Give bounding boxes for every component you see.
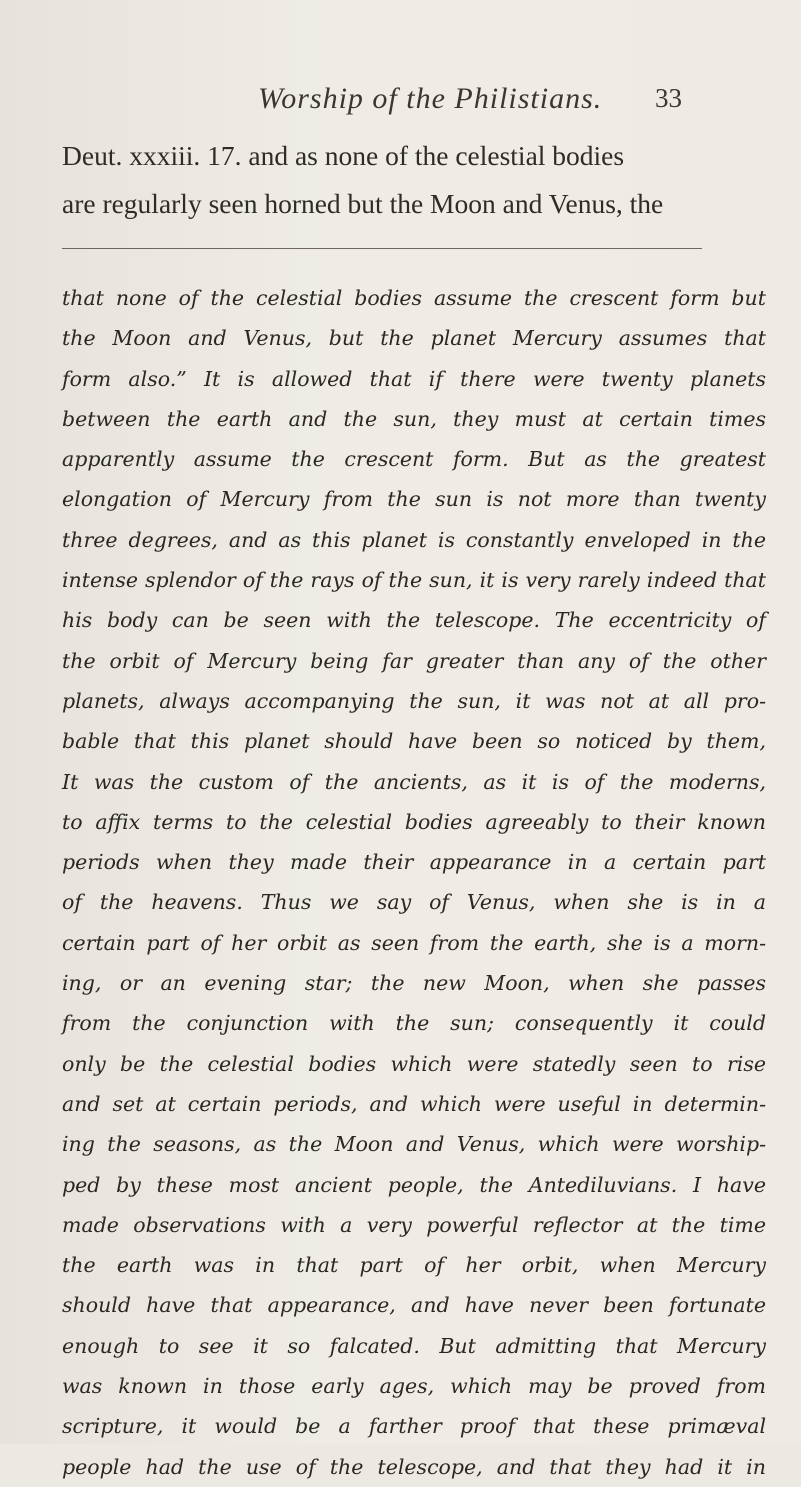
text-line: of the heavens. Thus we say of Venus, when she is in a — [62, 890, 766, 915]
text-line: intense splendor of the rays of the sun, it is very rarely indeed that — [62, 568, 766, 593]
text-line: the earth was in that part of her orbit, when Mercury — [62, 1253, 766, 1278]
text-line: bable that this planet should have been so noticed by them, — [62, 729, 766, 754]
text-line: enough to see it so falcated. But admitting that Mercury — [62, 1333, 766, 1358]
text-line: ing the seasons, as the Moon and Venus, which were worship- — [62, 1132, 766, 1157]
text-line: form also.” It is allowed that if there were twenty planets — [62, 366, 766, 391]
text-line: ped by these most ancient people, the Antediluvians. I have — [62, 1172, 766, 1197]
body-text — [62, 278, 766, 1487]
text-line: the orbit of Mercury being far greater than any of the other — [62, 648, 766, 673]
text-line: between the earth and the sun, they must at certain times — [62, 406, 766, 431]
text-line: should have that appearance, and have never been fortunate — [62, 1293, 766, 1318]
text-line: people had the use of the telescope, and that they had it in — [62, 1454, 766, 1479]
text-line: to affix terms to the celestial bodies agreeably to their known — [62, 809, 766, 834]
text-line: the Moon and Venus, but the planet Mercury assumes that — [62, 326, 766, 351]
text-line: his body can be seen with the telescope. The eccentricity of — [62, 608, 766, 633]
text-line: was known in those early ages, which may be proved from — [62, 1374, 766, 1399]
text-line: and set at certain periods, and which were useful in determin- — [62, 1091, 766, 1116]
footnote-block — [62, 132, 762, 228]
text-line: periods when they made their appearance in a certain part — [62, 850, 766, 875]
running-head — [0, 82, 801, 122]
text-line: apparently assume the crescent form. But as the greatest — [62, 447, 766, 472]
running-title: Worship of the Philistians. — [258, 82, 603, 115]
footnote-rule — [62, 248, 702, 249]
text-line: made observations with a very powerful reflector at the time — [62, 1212, 766, 1237]
text-line: from the conjunction with the sun; consequently it could — [62, 1011, 766, 1036]
text-line: that none of the celestial bodies assume the crescent form but — [62, 286, 766, 310]
text-line: certain part of her orbit as seen from the earth, she is a morn- — [62, 930, 766, 955]
footnote-line: are regularly seen horned but the Moon and Venus, the — [62, 188, 664, 219]
footnote-line: Deut. xxxiii. 17. and as none of the celestial bodies — [62, 140, 625, 171]
text-line: elongation of Mercury from the sun is not more than twenty — [62, 487, 766, 512]
text-line: scripture, it would be a farther proof that these primæval — [62, 1414, 766, 1439]
text-line: only be the celestial bodies which were statedly seen to rise — [62, 1051, 766, 1076]
page-number: 33 — [655, 83, 682, 113]
text-line: three degrees, and as this planet is constantly enveloped in the — [62, 527, 766, 552]
text-line: planets, always accompanying the sun, it was not at all pro- — [62, 688, 766, 713]
text-line: It was the custom of the ancients, as it is of the moderns, — [62, 769, 766, 794]
text-line: ing, or an evening star; the new Moon, when she passes — [62, 971, 766, 996]
